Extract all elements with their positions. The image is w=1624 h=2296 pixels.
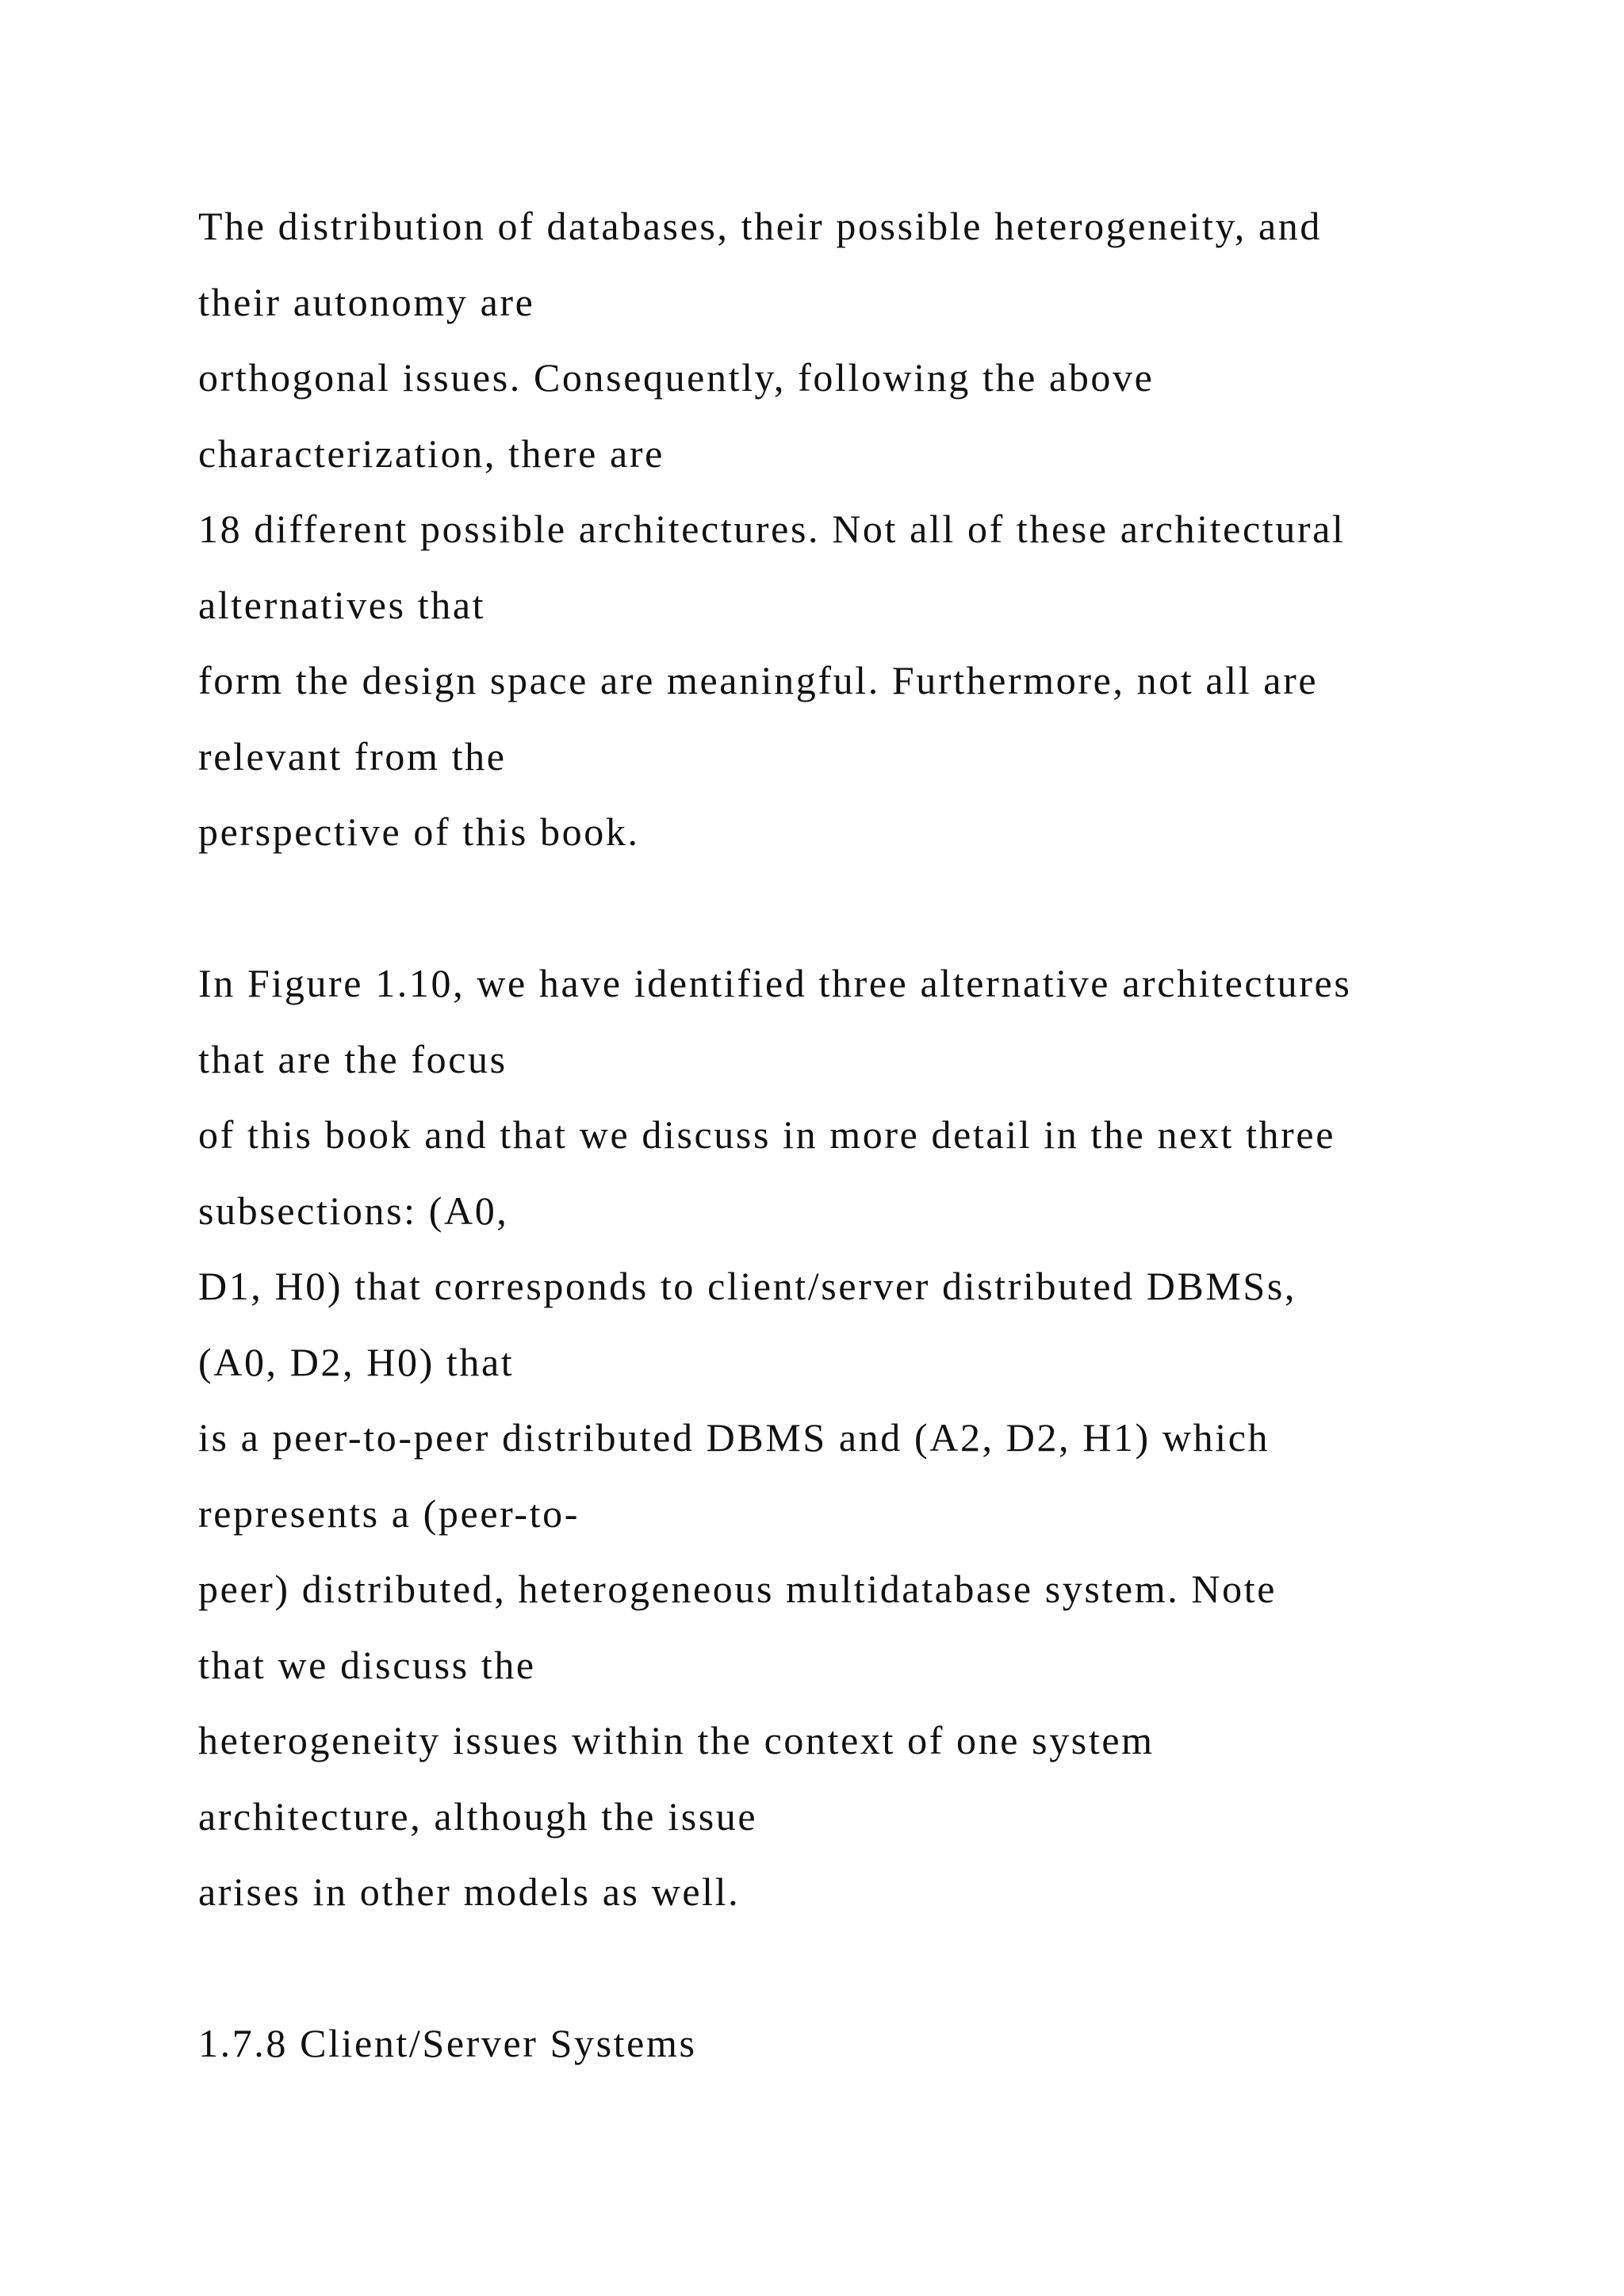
text-line: In Figure 1.10, we have identified three alternative architectures [198, 961, 1352, 1005]
text-line: of this book and that we discuss in more detail in the next three [198, 1112, 1335, 1157]
section-heading: 1.7.8 Client/Server Systems [198, 2021, 697, 2065]
text-line: D1, H0) that corresponds to client/server distributed DBMSs, [198, 1264, 1297, 1308]
text-line: alternatives that [198, 582, 486, 627]
text-line: arises in other models as well. [198, 1869, 741, 1914]
text-line: is a peer-to-peer distributed DBMS and (A2, D2, H1) which [198, 1415, 1270, 1460]
text-line: orthogonal issues. Consequently, following the above [198, 355, 1155, 400]
text-line: their autonomy are [198, 279, 535, 324]
body-text [198, 189, 1562, 2082]
text-line: characterization, there are [198, 430, 665, 476]
text-line: architecture, although the issue [198, 1793, 758, 1839]
text-line: 18 different possible architectures. Not all of these architectural [198, 507, 1346, 551]
text-line: heterogeneity issues within the context of one system [198, 1718, 1155, 1762]
text-line: relevant from the [198, 733, 507, 779]
text-line: The distribution of databases, their possible heterogeneity, and [198, 204, 1322, 248]
text-line: form the design space are meaningful. Furthermore, not all are [198, 658, 1319, 702]
text-line: subsections: (A0, [198, 1188, 509, 1233]
paragraph-spacer [198, 1931, 1562, 2007]
text-line: (A0, D2, H0) that [198, 1339, 515, 1384]
text-line: peer) distributed, heterogeneous multidatabase system. Note [198, 1567, 1277, 1611]
text-line: perspective of this book. [198, 809, 640, 854]
text-line: represents a (peer-to- [198, 1490, 580, 1536]
text-line: that are the focus [198, 1036, 508, 1081]
text-line: that we discuss the [198, 1642, 536, 1687]
paragraph-three-architectures [198, 946, 1562, 1931]
paragraph-architecture-count [198, 189, 1562, 871]
paragraph-spacer [198, 871, 1562, 947]
